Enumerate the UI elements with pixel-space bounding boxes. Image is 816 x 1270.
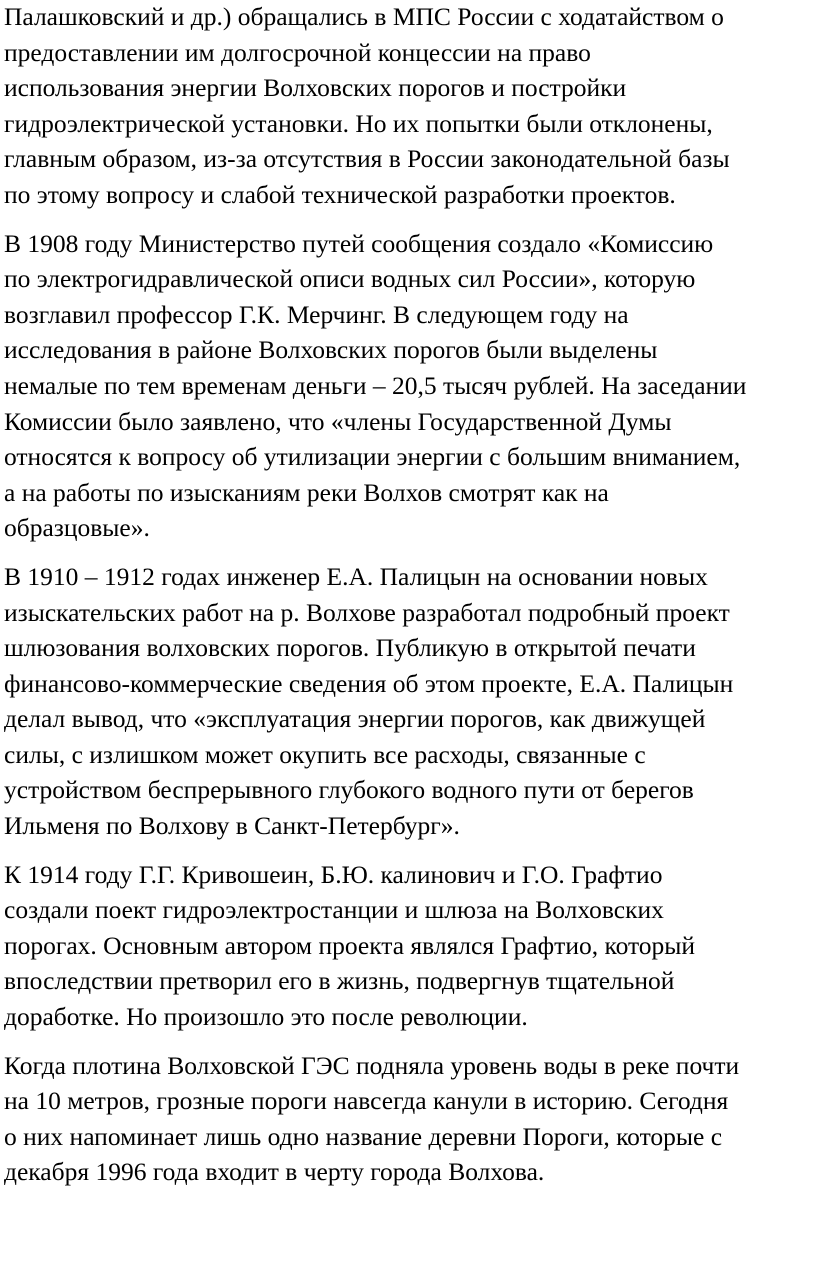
paragraph-concession-requests: Палашковский и др.) обращались в МПС России с ходатайством о предоставлении им долгосрочной концессии на право использования энергии Волховских порогов и постройки гидроэлектрической установки. Но их попытки были отклонены, главным образом, из-за отсутствия в России законодательной базы по этому вопросу и слабой технической разработки проектов. bbox=[4, 2, 730, 209]
paragraph-palitsyn-project: В 1910 – 1912 годах инженер Е.А. Палицын на основании новых изыскательских работ на р. Волхове разработал подробный проект шлюзования волховских порогов. Публикую в открытой печати финансово-коммерческие сведения об этом проекте, Е.А. Палицын делал вывод, что «эксплуатация энергии порогов, как движущей силы, с излишком может окупить все расходы, связанные с устройством беспрерывного глубокого водного пути от берегов Ильменя по Волхову в Санкт-Петербург». bbox=[4, 561, 734, 841]
paragraph-graftio-project: К 1914 году Г.Г. Кривошеин, Б.Ю. калинович и Г.О. Графтио создали поект гидроэлектростанции и шлюза на Волховских порогах. Основным автором проекта являлся Графтио, который впоследствии претворил его в жизнь, подвергнув тщательной доработке. Но произошло это после революции. bbox=[4, 859, 696, 1032]
paragraph-commission-1908: В 1908 году Министерство путей сообщения создало «Комиссию по электрогидравлической описи водных сил России», которую возглавил профессор Г.К. Мерчинг. В следующем году на исследования в районе Волховских порогов были выделены немалые по тем временам деньги – 20,5 тысяч рублей. На заседании Комиссии было заявлено, что «члены Государственной Думы относятся к вопросу об утилизации энергии с большим вниманием, а на работы по изысканиям реки Волхов смотрят как на образцовые». bbox=[4, 228, 747, 543]
paragraph-dam-aftermath: Когда плотина Волховской ГЭС подняла уровень воды в реке почти на 10 метров, грозные пороги навсегда канули в историю. Сегодня о них напоминает лишь одно название деревни Пороги, которые с декабря 1996 года входит в черту города Волхова. bbox=[4, 1050, 740, 1187]
